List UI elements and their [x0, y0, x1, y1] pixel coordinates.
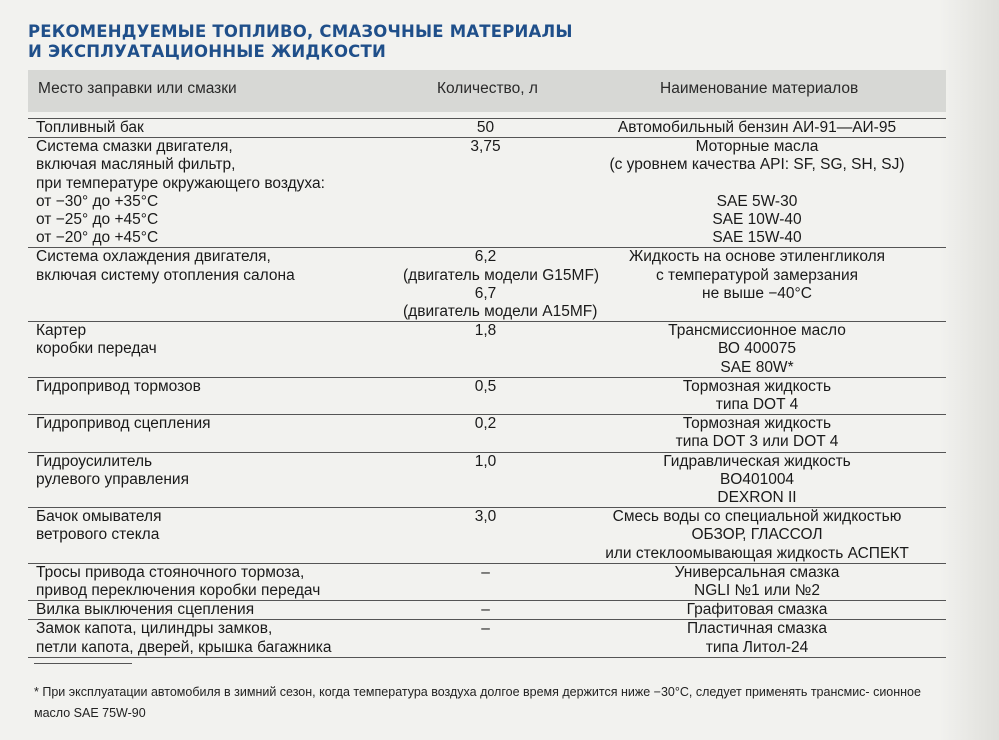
place-cell-line: рулевого управления: [36, 470, 189, 488]
place-cell: [28, 453, 403, 508]
place-cell-line: Гидропривод тормозов: [36, 377, 201, 395]
place-cell-line: петли капота, дверей, крышка багажника: [36, 638, 332, 656]
quantity-cell-line: 0,2: [474, 415, 497, 433]
quantity-cell-line: –: [481, 601, 490, 619]
material-cell-line: Тормозная жидкость: [682, 415, 832, 433]
material-cell: [568, 508, 946, 563]
place-cell-line: коробки передач: [36, 340, 157, 358]
material-cell-line: Моторные масла: [695, 138, 819, 156]
material-cell-line: ВО 400075: [718, 340, 796, 358]
place-cell-line: включая систему отопления салона: [36, 266, 295, 284]
place-cell: [28, 119, 403, 137]
table-row: [28, 453, 946, 509]
material-cell: [568, 119, 946, 137]
material-cell-line: SAE 15W-40: [712, 229, 802, 247]
page-title: [28, 22, 573, 62]
material-cell: [568, 564, 946, 600]
column-header-place: Место заправки или смазки: [38, 80, 237, 97]
place-cell-line: Тросы привода стояночного тормоза,: [36, 563, 305, 581]
material-cell-line: ОБЗОР, ГЛАССОЛ: [691, 526, 823, 544]
page-title-line-2: И ЭКСПЛУАТАЦИОННЫЕ ЖИДКОСТИ: [28, 42, 386, 61]
quantity-cell: [403, 453, 568, 508]
material-cell: [568, 453, 946, 508]
place-cell: [28, 415, 403, 451]
material-cell-line: не выше −40°С: [702, 284, 812, 302]
quantity-cell-line: 0,5: [474, 377, 497, 395]
place-cell-line: Бачок омывателя: [36, 508, 162, 526]
place-cell-line: Замок капота, цилиндры замков,: [36, 620, 273, 638]
column-header-materials: Наименование материалов: [660, 80, 859, 97]
material-cell-line: Жидкость на основе этиленгликоля: [628, 248, 886, 266]
place-cell-line: Вилка выключения сцепления: [36, 601, 255, 619]
material-cell-line: Тормозная жидкость: [682, 377, 832, 395]
material-cell-line: Универсальная смазка: [674, 563, 840, 581]
material-cell-line: NGLI №1 или №2: [694, 582, 820, 600]
quantity-cell: [403, 248, 600, 321]
quantity-cell: [403, 415, 568, 451]
material-cell-line: BO401004: [719, 470, 795, 488]
quantity-cell-line: (двигатель модели A15MF): [403, 303, 598, 321]
table-row: [28, 601, 946, 620]
place-cell-line: Картер: [36, 322, 87, 340]
place-cell: [28, 508, 403, 563]
quantity-cell-line: 3,0: [474, 508, 497, 526]
material-cell: [568, 248, 946, 321]
material-cell-line: с температурой замерзания: [655, 266, 858, 284]
material-cell-line: DEXRON II: [717, 489, 797, 507]
page-edge-shadow: [939, 0, 999, 740]
quantity-cell-line: 1,8: [474, 322, 497, 340]
material-cell-line: (с уровнем качества API: SF, SG, SH, SJ): [609, 156, 905, 174]
quantity-cell: [403, 508, 568, 563]
material-cell: [568, 378, 946, 414]
material-cell-line: Гидравлическая жидкость: [663, 452, 851, 470]
quantity-cell: [403, 138, 568, 247]
material-cell-line: Трансмиссионное масло: [668, 322, 846, 340]
quantity-cell: [403, 119, 568, 137]
table-row: [28, 378, 946, 415]
material-cell-line: типа Литол-24: [705, 638, 809, 656]
quantity-cell-line: (двигатель модели G15MF): [403, 266, 600, 284]
place-cell-line: от −20° до +45°С: [36, 229, 159, 247]
place-cell-line: включая масляный фильтр,: [36, 156, 236, 174]
table-row: [28, 620, 946, 657]
material-cell: [568, 415, 946, 451]
quantity-cell-line: 3,75: [470, 138, 501, 156]
column-header-quantity: Количество, л: [437, 80, 538, 97]
material-cell-line: SAE 5W-30: [716, 192, 798, 210]
footnote-rule: [34, 663, 132, 664]
place-cell: [28, 322, 403, 377]
material-cell-line: Графитовая смазка: [686, 601, 828, 619]
quantity-cell-line: 6,7: [474, 284, 497, 302]
quantity-cell-line: 50: [476, 119, 495, 136]
place-cell: [28, 601, 403, 619]
lubricants-table: [28, 118, 946, 658]
material-cell-line: Пластичная смазка: [687, 620, 827, 638]
quantity-cell: [403, 378, 568, 414]
place-cell-line: при температуре окружающего воздуха:: [36, 174, 325, 192]
table-row: [28, 508, 946, 564]
page-title-line-1: РЕКОМЕНДУЕМЫЕ ТОПЛИВО, СМАЗОЧНЫЕ МАТЕРИАЛЫ: [28, 22, 573, 41]
material-cell: [568, 322, 946, 377]
table-row: [28, 415, 946, 452]
place-cell-line: Топливный бак: [36, 119, 144, 136]
footnote: * При эксплуатации автомобиля в зимний сезон, когда температура воздуха долгое время держится ниже −30°С, следует применять трансмис- сионное масло SAE 75W-90: [34, 685, 921, 720]
place-cell: [28, 378, 403, 414]
material-cell-line: [568, 175, 946, 193]
place-cell-line: от −30° до +35°С: [36, 192, 159, 210]
quantity-cell: [403, 322, 568, 377]
place-cell-line: привод переключения коробки передач: [36, 582, 321, 600]
place-cell-line: Система охлаждения двигателя,: [36, 248, 271, 266]
material-cell: [568, 620, 946, 656]
place-cell-line: Система смазки двигателя,: [36, 138, 233, 156]
material-cell-line: или стеклоомывающая жидкость АСПЕКТ: [605, 544, 909, 562]
material-cell-line: SAE 10W-40: [712, 211, 802, 228]
material-cell: [568, 601, 946, 619]
place-cell: [28, 620, 403, 656]
quantity-cell-line: 1,0: [474, 452, 497, 470]
quantity-cell-line: –: [481, 620, 490, 638]
material-cell: [568, 138, 946, 247]
place-cell: [28, 138, 403, 247]
table-row: [28, 322, 946, 378]
material-cell-line: Автомобильный бензин АИ-91—АИ-95: [617, 119, 897, 136]
table-row: [28, 118, 946, 138]
place-cell-line: Гидропривод сцепления: [36, 415, 211, 433]
table-row: [28, 564, 946, 601]
table-row: [28, 248, 946, 322]
table-row: [28, 138, 946, 248]
place-cell-line: ветрового стекла: [36, 526, 160, 544]
quantity-cell-line: 6,2: [474, 248, 497, 266]
material-cell-line: Смесь воды со специальной жидкостью: [612, 508, 902, 526]
quantity-cell: [403, 620, 568, 656]
quantity-cell-line: –: [481, 563, 490, 581]
quantity-cell: [403, 601, 568, 619]
place-cell-line: от −25° до +45°С: [36, 211, 159, 229]
place-cell: [28, 564, 403, 600]
place-cell-line: Гидроусилитель: [36, 452, 153, 470]
place-cell: [28, 248, 403, 321]
material-cell-line: типа DOT 4: [715, 396, 799, 414]
material-cell-line: SAE 80W*: [720, 358, 794, 376]
material-cell-line: типа DOT 3 или DOT 4: [675, 433, 839, 451]
quantity-cell: [403, 564, 568, 600]
